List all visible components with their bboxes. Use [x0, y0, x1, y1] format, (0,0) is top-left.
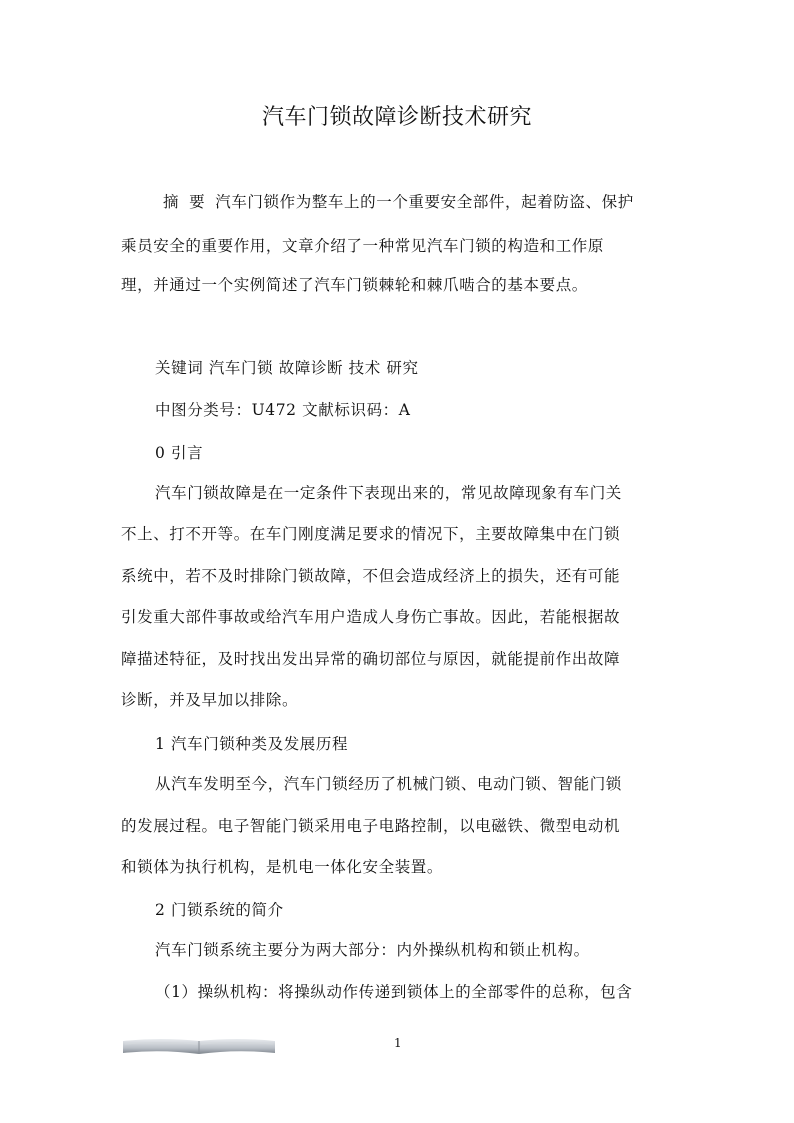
abstract-label-2: 要: [189, 193, 206, 211]
abstract-label-1: 摘: [163, 193, 180, 211]
section-1-line-2: 的发展过程。电子智能门锁采用电子电路控制，以电磁铁、微型电动机: [121, 817, 621, 835]
section-1-line-1: 从汽车发明至今，汽车门锁经历了机械门锁、电动门锁、智能门锁: [155, 775, 622, 793]
section-2-heading: 2 门锁系统的简介: [155, 901, 284, 919]
document-title: 汽车门锁故障诊断技术研究: [261, 105, 532, 130]
section-0-line-4: 引发重大部件事故或给汽车用户造成人身伤亡事故。因此，若能根据故: [121, 608, 621, 626]
section-1-heading: 1 汽车门锁种类及发展历程: [155, 735, 349, 753]
book-icon: [121, 1035, 277, 1057]
page-number: 1: [394, 1036, 402, 1050]
abstract-text-1: 汽车门锁作为整车上的一个重要安全部件，起着防盗、保护: [215, 193, 634, 211]
keywords: 关键词 汽车门锁 故障诊断 技术 研究: [155, 359, 419, 377]
section-1-line-3: 和锁体为执行机构，是机电一体化安全装置。: [121, 858, 444, 876]
classification: 中图分类号：U472 文献标识码：A: [155, 401, 411, 419]
section-0-line-6: 诊断，并及早加以排除。: [121, 691, 299, 709]
section-0-heading: 0 引言: [155, 444, 204, 462]
section-0-line-5: 障描述特征，及时找出发出异常的确切部位与原因，就能提前作出故障: [121, 650, 621, 668]
abstract-line-2: 乘员安全的重要作用，文章介绍了一种常见汽车门锁的构造和工作原: [121, 237, 605, 255]
section-2-line-2: （1）操纵机构：将操纵动作传递到锁体上的全部零件的总称，包含: [155, 983, 633, 1001]
section-0-line-1: 汽车门锁故障是在一定条件下表现出来的，常见故障现象有车门关: [155, 484, 622, 502]
section-0-line-2: 不上、打不开等。在车门刚度满足要求的情况下，主要故障集中在门锁: [121, 525, 621, 543]
section-2-line-1: 汽车门锁系统主要分为两大部分：内外操纵机构和锁止机构。: [155, 941, 590, 959]
abstract-line-1: [163, 190, 634, 212]
section-0-line-3: 系统中，若不及时排除门锁故障，不但会造成经济上的损失，还有可能: [121, 567, 621, 585]
abstract-line-3: 理，并通过一个实例简述了汽车门锁棘轮和棘爪啮合的基本要点。: [121, 276, 588, 294]
